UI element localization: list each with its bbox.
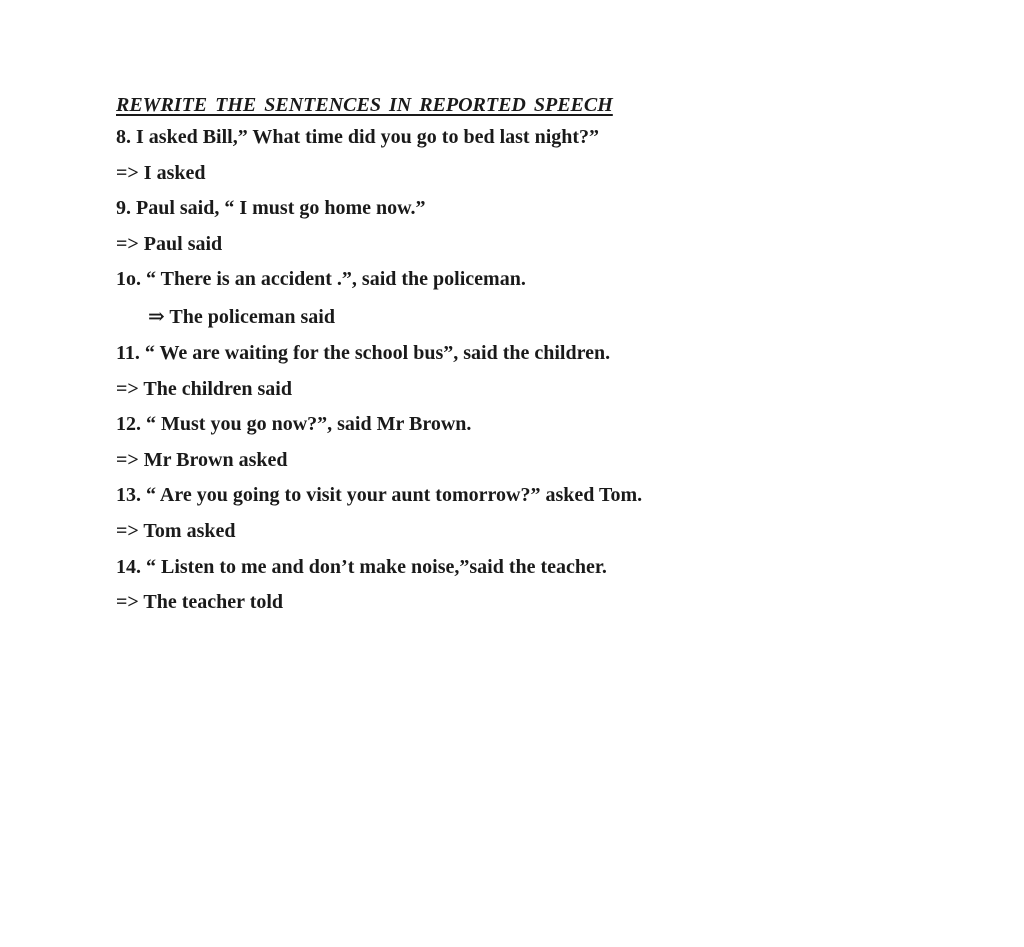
exercise-11-question: 11. “ We are waiting for the school bus”, said the children. [116,341,611,364]
exercise-12-question: 12. “ Must you go now?”, said Mr Brown. [116,413,472,436]
exercise-9-question: 9. Paul said, “ I must go home now.” [116,197,426,220]
exercise-10-question: 1o. “ There is an accident .”, said the policeman. [116,268,526,291]
exercise-12-answer: => Mr Brown asked [116,448,288,471]
exercise-14-question: 14. “ Listen to me and don’t make noise,”said the teacher. [116,555,607,578]
exercise-13-question: 13. “ Are you going to visit your aunt tomorrow?” asked Tom. [116,484,643,507]
exercise-10-answer: ⇒ The policeman said [148,305,335,328]
exercise-8-answer: => I asked [116,161,206,184]
worksheet [116,90,876,621]
exercise-11-answer: => The children said [116,377,292,400]
exercise-9-answer: => Paul said [116,232,223,255]
exercise-8-question: 8. I asked Bill,” What time did you go to bed last night?” [116,126,600,148]
exercise-14-answer: => The teacher told [116,591,284,614]
exercise-13-answer: => Tom asked [116,519,236,542]
worksheet-title: REWRITE THE SENTENCES IN REPORTED SPEECH [116,94,613,116]
